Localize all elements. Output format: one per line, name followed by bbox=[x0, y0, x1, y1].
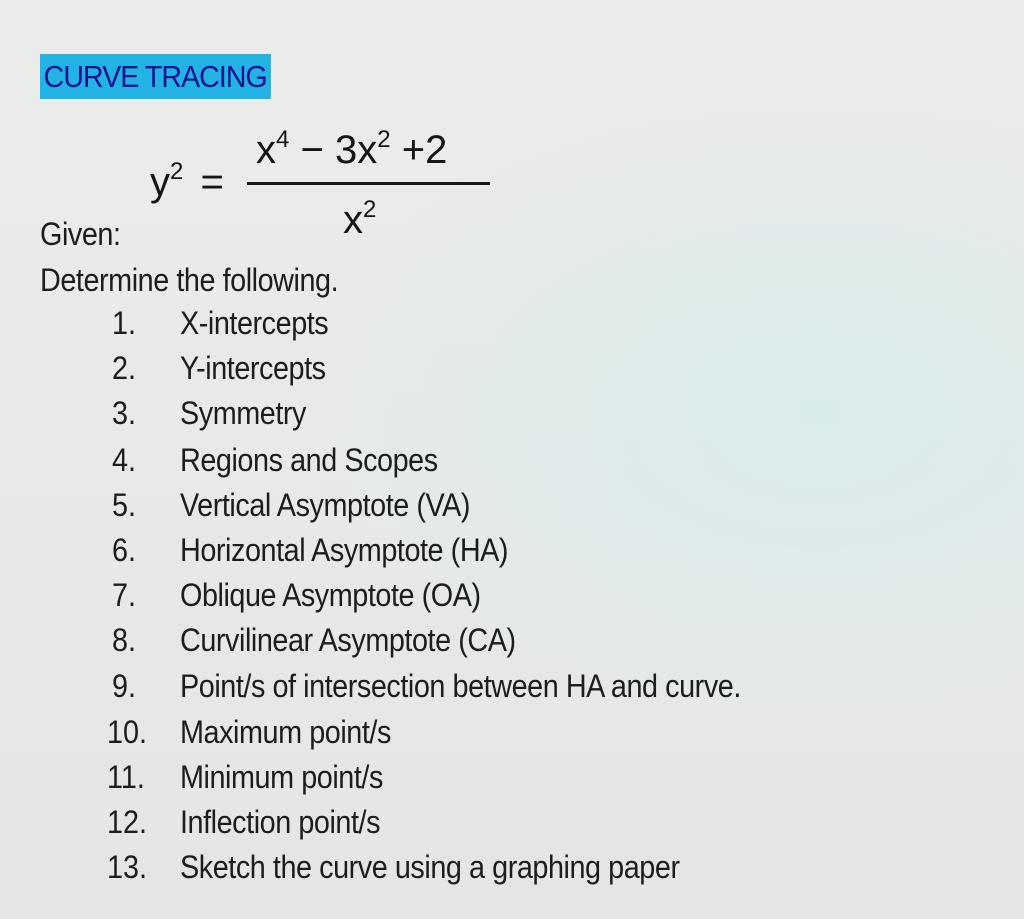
list-item bbox=[0, 804, 900, 844]
numerator-term-3: 2 bbox=[425, 128, 448, 172]
numerator-term-2: 3x bbox=[334, 128, 378, 172]
list-item-number: 7. bbox=[112, 577, 137, 613]
equation-lhs bbox=[150, 160, 224, 205]
lhs-variable: y bbox=[150, 160, 170, 204]
list-item-text: Horizontal Asymptote (HA) bbox=[180, 532, 509, 568]
denominator-variable: x bbox=[343, 198, 363, 242]
equals-sign: = bbox=[200, 160, 224, 204]
list-item-text: Minimum point/s bbox=[180, 759, 383, 795]
list-item-text: Inflection point/s bbox=[180, 804, 381, 840]
lhs-exponent: 2 bbox=[170, 158, 184, 185]
list-item-text: Curvilinear Asymptote (CA) bbox=[180, 622, 516, 658]
list-item-number: 12. bbox=[107, 804, 148, 840]
list-item-number: 5. bbox=[112, 487, 137, 523]
list-item bbox=[0, 395, 900, 435]
list-item-number: 6. bbox=[112, 532, 137, 568]
list-item bbox=[0, 668, 900, 708]
list-item-text: Regions and Scopes bbox=[180, 442, 438, 478]
equation-numerator bbox=[256, 128, 447, 173]
given-label: Given: bbox=[40, 216, 121, 252]
list-item bbox=[0, 622, 900, 662]
list-item-number: 4. bbox=[112, 442, 137, 478]
list-item-number: 2. bbox=[112, 350, 137, 386]
numerator-term-1-exponent: 4 bbox=[276, 126, 290, 153]
section-heading: CURVE TRACING bbox=[40, 54, 270, 99]
list-item bbox=[0, 487, 900, 527]
list-item bbox=[0, 442, 900, 482]
fraction-bar bbox=[247, 182, 490, 185]
list-item-text: X-intercepts bbox=[180, 305, 329, 341]
list-item bbox=[0, 305, 900, 345]
list-item-text: Vertical Asymptote (VA) bbox=[180, 487, 471, 523]
list-item-number: 8. bbox=[112, 622, 137, 658]
numerator-term-2-exponent: 2 bbox=[377, 126, 391, 153]
denominator-exponent: 2 bbox=[363, 196, 377, 223]
list-item bbox=[0, 714, 900, 754]
list-item-text: Sketch the curve using a graphing paper bbox=[180, 849, 680, 885]
numerator-minus: − bbox=[300, 128, 324, 172]
list-item bbox=[0, 577, 900, 617]
numerator-plus: + bbox=[401, 128, 426, 172]
numerator-term-1: x bbox=[256, 128, 276, 172]
list-item bbox=[0, 532, 900, 572]
list-item-number: 1. bbox=[112, 305, 137, 341]
instructions-intro: Determine the following. bbox=[40, 262, 339, 298]
list-item bbox=[0, 849, 900, 889]
list-item-text: Oblique Asymptote (OA) bbox=[180, 577, 481, 613]
list-item-number: 11. bbox=[107, 759, 145, 795]
list-item-text: Point/s of intersection between HA and curve. bbox=[180, 668, 741, 704]
list-item bbox=[0, 350, 900, 390]
list-item bbox=[0, 759, 900, 799]
list-item-number: 9. bbox=[112, 668, 137, 704]
list-item-text: Maximum point/s bbox=[180, 714, 391, 750]
list-item-number: 13. bbox=[107, 849, 148, 885]
list-item-number: 3. bbox=[112, 395, 137, 431]
list-item-text: Symmetry bbox=[180, 395, 306, 431]
given-equation bbox=[150, 120, 510, 250]
equation-denominator bbox=[343, 198, 376, 243]
list-item-number: 10. bbox=[107, 714, 148, 750]
list-item-text: Y-intercepts bbox=[180, 350, 326, 386]
